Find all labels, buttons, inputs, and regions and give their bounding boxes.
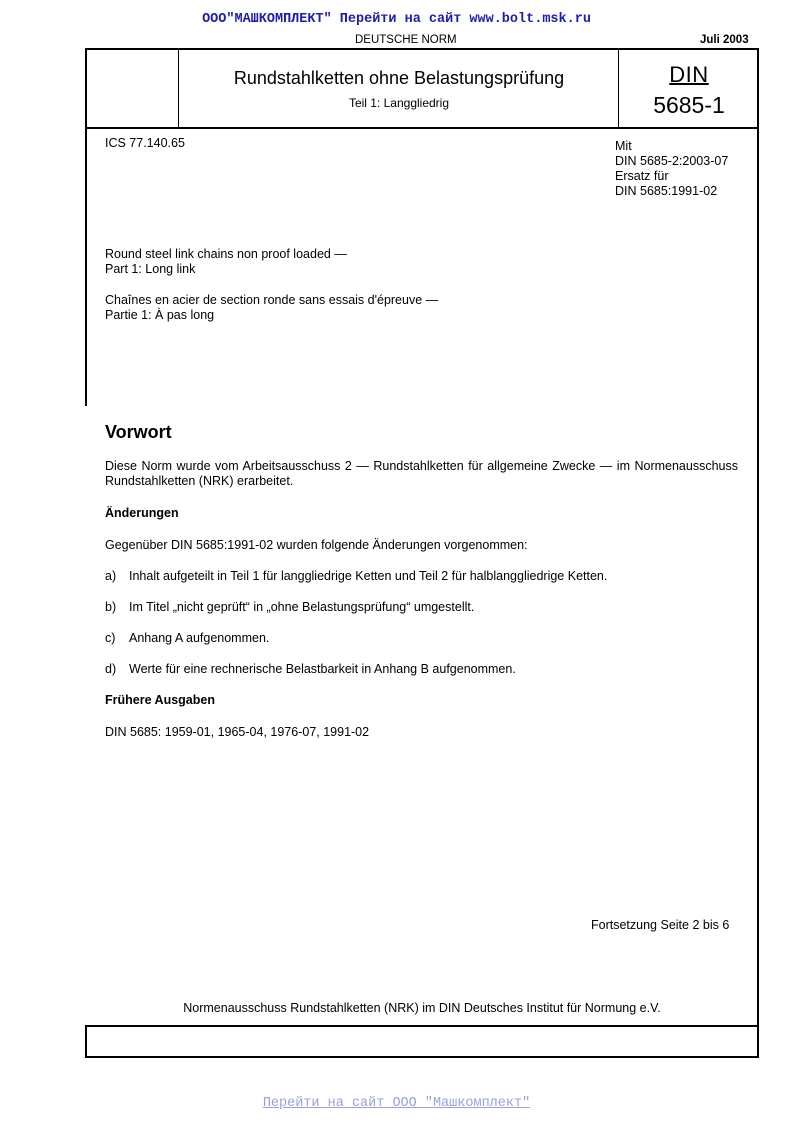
change-text: Inhalt aufgeteilt in Teil 1 für langgliedrige Ketten und Teil 2 für halblanggliedrige Ketten. <box>129 569 608 583</box>
replaces-line: Mit <box>615 139 632 153</box>
frame-right-line <box>757 48 759 1058</box>
english-title <box>105 247 347 277</box>
replaces-line: DIN 5685:1991-02 <box>615 184 718 198</box>
change-letter: d) <box>105 662 117 676</box>
change-item <box>105 631 269 646</box>
change-text: Werte für eine rechnerische Belastbarkeit in Anhang B aufgenommen. <box>129 662 516 676</box>
vorwort-text: Diese Norm wurde vom Arbeitsausschuss 2 — Rundstahlketten für allgemeine Zwecke — im Normenausschuss Rundstahlketten (NRK) erarbeitet. <box>105 459 738 488</box>
change-text: Anhang A aufgenommen. <box>129 631 270 645</box>
change-item <box>105 569 607 584</box>
replaces-line: DIN 5685-2:2003-07 <box>615 154 729 168</box>
din-logo: DIN <box>669 62 709 87</box>
french-title-line: Partie 1: À pas long <box>105 308 215 322</box>
frame-bottom-line <box>85 1056 759 1058</box>
vorwort-heading: Vorwort <box>105 422 172 442</box>
aenderungen-heading: Änderungen <box>105 506 179 520</box>
ics-code: ICS 77.140.65 <box>105 136 185 150</box>
change-item <box>105 662 516 677</box>
french-title <box>105 293 438 323</box>
publisher-line: Normenausschuss Rundstahlketten (NRK) im DIN Deutsches Institut für Normung e.V. <box>183 1001 661 1015</box>
header-divider-right <box>618 48 619 128</box>
ausgaben-heading: Frühere Ausgaben <box>105 693 215 707</box>
continuation-note: Fortsetzung Seite 2 bis 6 <box>591 918 730 932</box>
header-divider-left <box>178 48 179 128</box>
change-letter: a) <box>105 569 117 583</box>
english-title-line: Round steel link chains non proof loaded — <box>105 247 347 261</box>
frame-left-line-lower <box>85 1025 87 1058</box>
replaces-line: Ersatz für <box>615 169 669 183</box>
standard-number: 5685-1 <box>653 92 725 118</box>
frame-left-line-upper <box>85 48 87 406</box>
change-letter: b) <box>105 600 117 614</box>
header-bottom-line <box>85 127 759 129</box>
french-title-line: Chaînes en acier de section ronde sans essais d'épreuve — <box>105 293 439 307</box>
site-footer-link[interactable]: Перейти на сайт ООО "Машкомплект" <box>262 1096 531 1111</box>
document-subtitle: Teil 1: Langgliedrig <box>348 96 450 110</box>
change-letter: c) <box>105 631 116 645</box>
doc-type-label: DEUTSCHE NORM <box>355 34 457 46</box>
replaces-block <box>615 139 728 199</box>
aenderungen-intro: Gegenüber DIN 5685:1991-02 wurden folgende Änderungen vorgenommen: <box>105 538 528 552</box>
frame-top-line <box>85 48 759 50</box>
site-banner-link[interactable]: ООО"МАШКОМПЛЕКТ" Перейти на сайт www.bolt.msk.ru <box>202 12 591 27</box>
change-item <box>105 600 474 615</box>
english-title-line: Part 1: Long link <box>105 262 196 276</box>
ausgaben-text: DIN 5685: 1959-01, 1965-04, 1976-07, 1991-02 <box>105 725 370 739</box>
issue-date: Juli 2003 <box>700 34 749 46</box>
footer-top-line <box>85 1025 759 1027</box>
change-text: Im Titel „nicht geprüft“ in „ohne Belastungsprüfung“ umgestellt. <box>129 600 475 614</box>
document-title: Rundstahlketten ohne Belastungsprüfung <box>233 68 565 88</box>
